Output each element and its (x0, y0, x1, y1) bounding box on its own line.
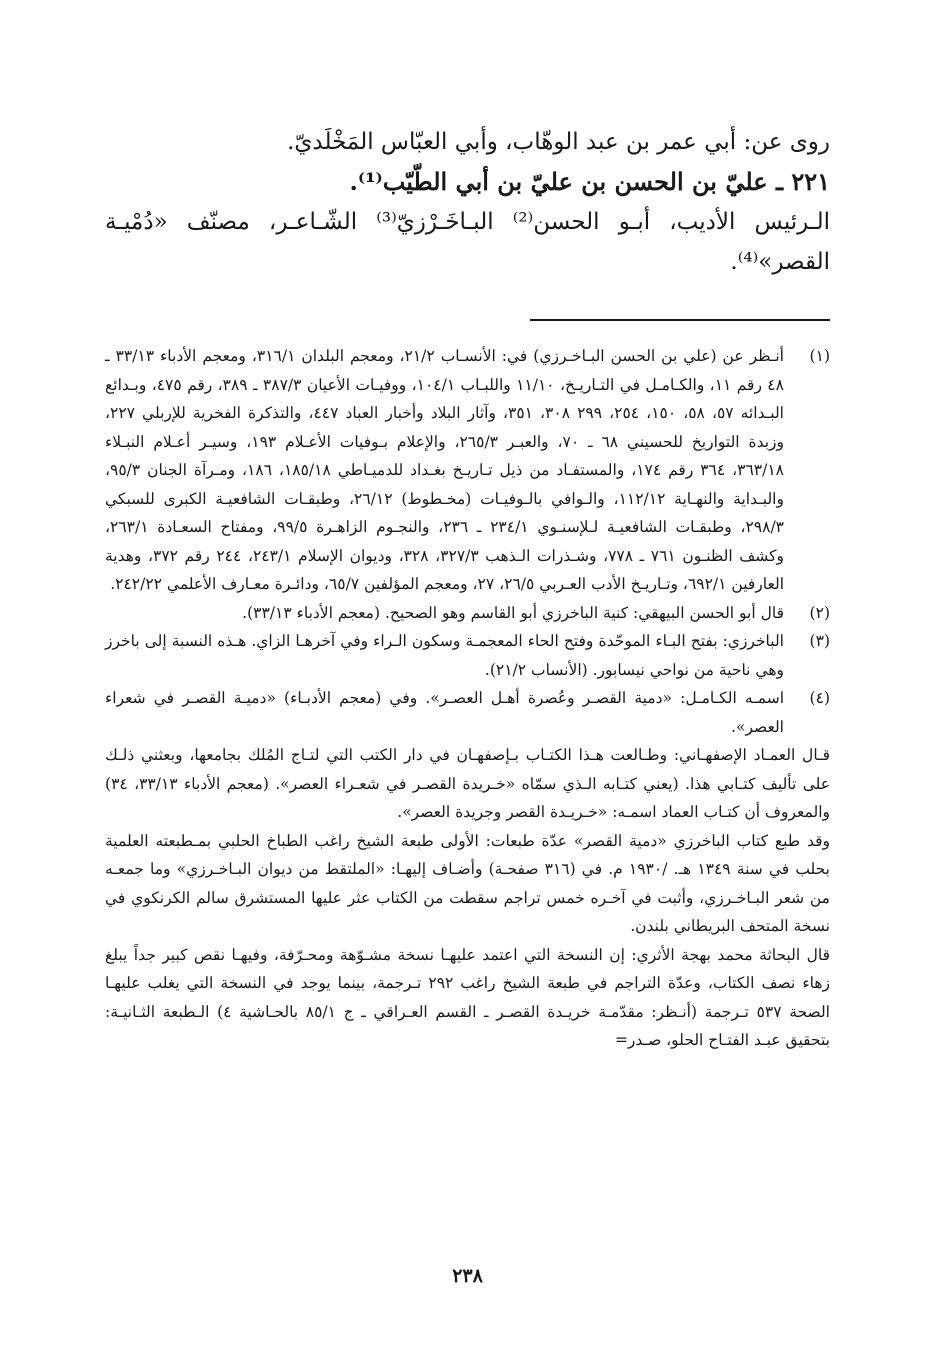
footnote-number: (٤) (809, 689, 830, 707)
footnote-text: اسمـه الكـامـل: «دمية القصـر وعُصرة أهـل العصـر». وفي (معجم الأدبـاء) «دميـة القصـر في شعراء العصر». (105, 689, 784, 736)
footnote (105, 342, 830, 599)
footnote-divider (530, 319, 830, 321)
footnote (105, 627, 830, 684)
footnote-text: الباخرزي: بفتح البـاء الموحّدة وفتح الحاء المعجمـة وسكون الـراء وفي آخرهـا الزاي. هـذه النسبة إلى باخرز وهي ناحية من نواحي نيسابور. (الأنساب ٢١/٢). (105, 632, 784, 679)
entry-body: الـرئيس الأديب، أبـو الحسن⁽²⁾ البـاخَـرْزيّ⁽³⁾ الشّـاعـر، مصنّف «دُمْيـة القصر»⁽⁴⁾. (105, 209, 831, 275)
footnote-number: (١) (809, 347, 830, 365)
footnote (105, 684, 830, 741)
footnote-text: قال أبو الحسن البيهقي: كنية الباخرزي أبو القاسم وهو الصحيح. (معجم الأدباء ٣٣/١٣). (242, 603, 784, 622)
main-text (105, 122, 830, 282)
footnote-paragraph: قـال العمـاد الإصفهـاني: وطـالعت هـذا الكتـاب بـإصفهـان في دار الكتب التي لتـاج المُلك بجامعها، وبعثني ذلـك على تأليف كتـابي هذا. (يعني كتـابه الـذي سمّاه «خـريدة القصـر في شعـراء العصر». (معجم الأدباء ٣٣/١٣، ٣٤) والمعروف أن كتـاب العماد اسمـه: «خـريـدة القصر وجريدة العصر». (105, 746, 830, 821)
footnotes (105, 342, 830, 1055)
narration-line: روى عن: أبي عمر بن عبد الوهّاب، وأبي العبّاس المَخْلَديّ. (287, 129, 830, 155)
page-number: ٢٣٨ (452, 1265, 483, 1287)
footnote-number: (٢) (809, 603, 830, 622)
entry-title: ٢٢١ ـ عليّ بن الحسن بن عليّ بن أبي الطّيّب⁽¹⁾. (349, 167, 830, 196)
footnote-number: (٣) (809, 632, 830, 650)
footnote (105, 599, 830, 628)
footnote-paragraph: قال البحاثة محمد بهجة الأثري: إن النسخة التي اعتمد عليهـا نسخة مشـوّهة ومحـرّفة، وفيهـا نقص كبير جداً يبلغ زهاء نصف الكتاب، وعدّة التراجم في طبعة الشيخ راغب ٢٩٢ تـرجمة، بينما يوجد في النسخة التي يغلب عليهـا الصحة ٥٣٧ تـرجمة (أنـظر: مقدّمـة خريـدة القصـر ـ القسم العـراقي ـ ج ٨٥/١ بالحـاشية ٤) الـطبعة الثـانيـة: بتحقيق عبـد الفتـاح الحلو، صـدر= (105, 945, 830, 1049)
footnote-paragraph: وقد طبع كتاب الباخرزي «دمية القصر» عدّة طبعات: الأولى طبعة الشيخ راغب الطباخ الحلبي بمـطبعته العلمية بحلب في سنة ١٣٤٩ هـ. /١٩٣٠ م. في (٣١٦ صفحـة) وأضـاف إليهـا: «الملتقط من ديوان البـاخـرزي» وما جمعـه من شعر البـاخـرزي، وأثبت في آخـره خمس تراجم سقطت من الكتاب عثر عليها المستشرق سالم الكرنكوي في نسخة المتحف البريطاني بلندن. (105, 831, 830, 935)
book-page (105, 0, 830, 1367)
footnote-text: أنـظر عن (علي بن الحسن البـاخـرزي) في: الأنسـاب ٢١/٢، ومعجم البلدان ٣١٦/١، ومعجم الأدباء ٣٣/١٣ ـ ٤٨ رقم ١١، والكـامـل في التـاريـخ، ١١/١٠ واللبـاب ١٠٤/١، ووفيـات الأعيان ٣٨٧/٣ ـ ٣٨٩، رقم ٤٧٥، وبـدائع البـدائه ٥٧، ٥٨، ١٥٠، ٢٥٤، ٢٩٩ ٣٠٨، ٣٥١، وآثار البلاد وأخبار العباد ٤٤٧، والتذكرة الفخرية للإربلي ٢٢٧، وزبدة التواريخ للحسيني ٦٨ ـ ٧٠، والعبـر ٢٦٥/٣، والإعلام بـوفيات الأعـلام ١٩٣، وسيـر أعـلام النبـلاء ٣٦٣/١٨، ٣٦٤ رقم ١٧٤، والمستفـاد من ذيل تـاريـخ بغـداد للدميـاطي ١٨٥/١٨، ١٨٦، ومـرآة الجنان ٩٥/٣، والبـداية والنهـاية ١١٢/١٢، والـوافي بالـوفيـات (مخـطوط) ٢٦/١٢، وطبقـات الشافعيـة الكبرى للسبكي ٢٩٨/٣، وطبقـات الشافعيـة لـلإسنـوي ٢٣٤/١ ـ ٢٣٦، والنجـوم الزاهـرة ٩٩/٥، ومفتاح السعـادة ٢٦٣/١، وكشف الظنـون ٧٦١ ـ ٧٧٨، وشـذرات الـذهب ٣٢٧/٣، ٣٢٨، وديوان الإسلام ٢٤٣/١، ٢٤٤ رقم ٣٧٢، وهدية العارفين ٦٩٢/١، وتـاريـخ الأدب العـربي ٢٦/٥، ٢٧، ومعجم المؤلفين ٦٥/٧، ودائـرة معـارف الأعلمي ٢٤٢/٢٢. (105, 347, 785, 593)
